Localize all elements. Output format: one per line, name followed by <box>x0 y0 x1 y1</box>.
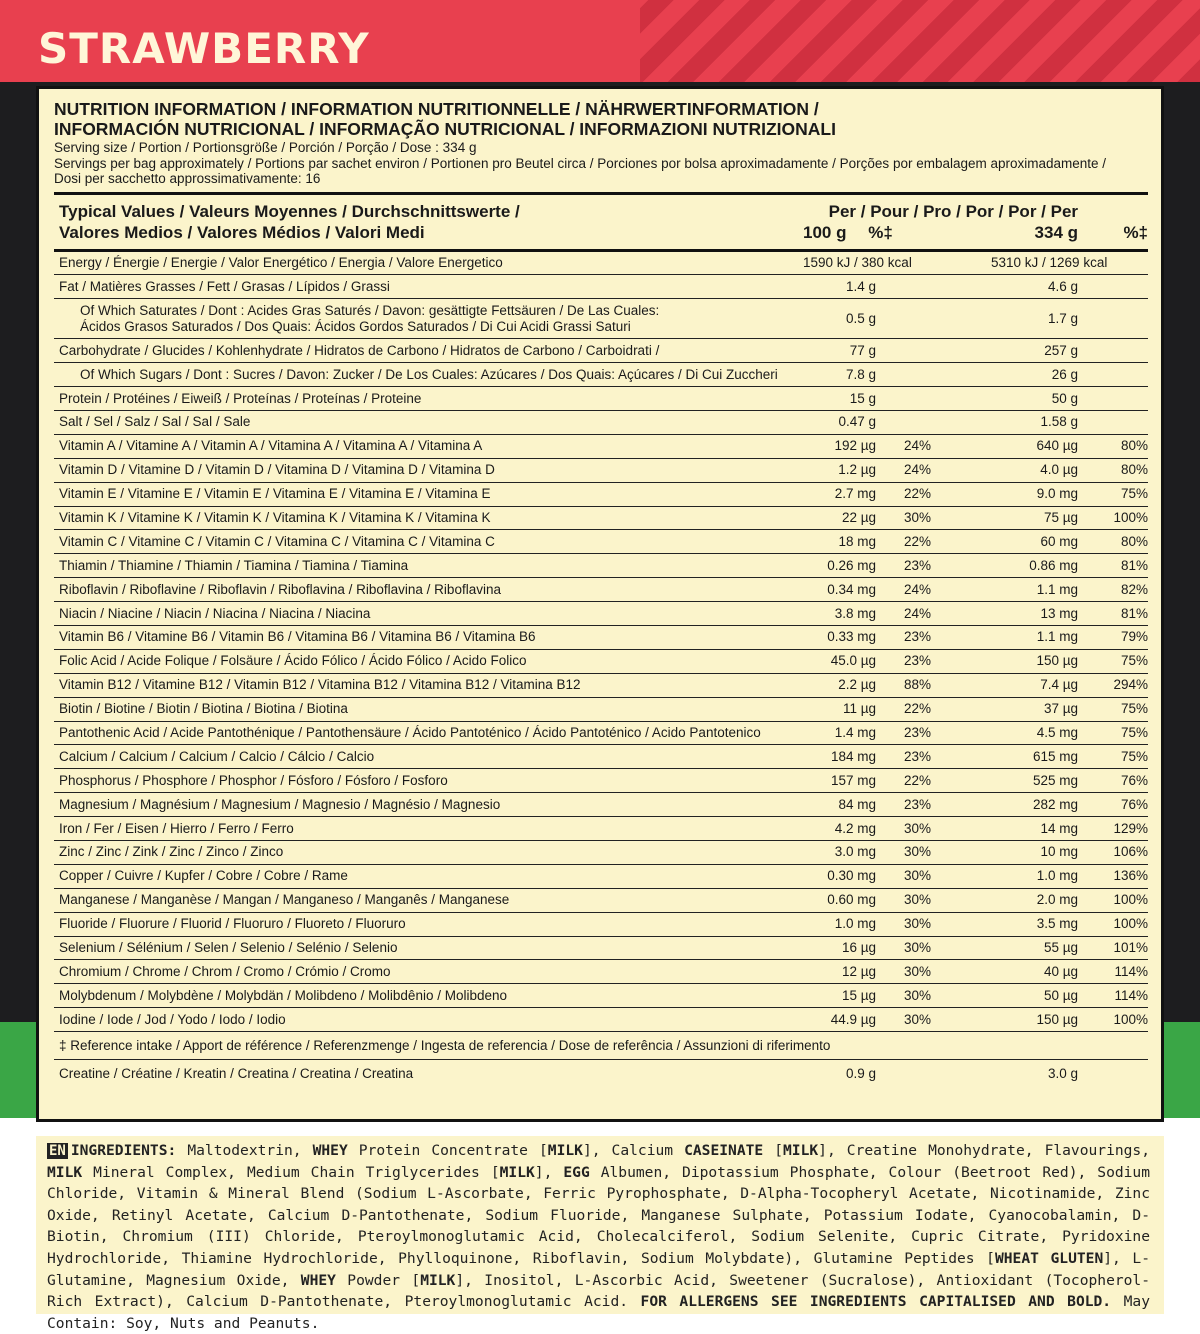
ri-pct-per-serving: 100% <box>1078 888 1148 912</box>
ri-pct-per-100g: 30% <box>876 984 986 1008</box>
value-per-serving: 1.1 mg <box>986 625 1078 649</box>
ri-pct-per-100g: 22% <box>876 530 986 554</box>
ri-pct-per-100g: 23% <box>876 625 986 649</box>
ri-pct-per-serving: 75% <box>1078 745 1148 769</box>
ri-pct-per-serving: 82% <box>1078 578 1148 602</box>
value-per-100g: 0.33 mg <box>798 625 876 649</box>
ri-pct-per-100g: 24% <box>876 578 986 602</box>
table-row <box>54 339 1148 363</box>
table-row <box>54 578 1148 602</box>
col-pct-100g: %‡ <box>868 222 893 242</box>
nutrient-label: Copper / Cuivre / Kupfer / Cobre / Cobre / Rame <box>54 864 798 888</box>
ri-pct-per-100g: 30% <box>876 888 986 912</box>
table-row <box>54 387 1148 411</box>
nutrient-label: Vitamin B6 / Vitamine B6 / Vitamin B6 / Vitamina B6 / Vitamina B6 / Vitamina B6 <box>54 625 798 649</box>
nutrient-label: Carbohydrate / Glucides / Kohlenhydrate / Hidratos de Carbono / Hidratos de Carbono / Carboidrati / <box>54 339 798 363</box>
table-row <box>54 363 1148 387</box>
ri-pct-per-serving: 114% <box>1078 984 1148 1008</box>
ri-pct-per-serving: 81% <box>1078 602 1148 626</box>
nutrient-label: Salt / Sel / Salz / Sal / Sal / Sale <box>54 410 798 434</box>
empty-cell <box>1078 1060 1148 1089</box>
value-per-100g: 157 mg <box>798 769 876 793</box>
table-row <box>54 769 1148 793</box>
value-per-serving: 13 mg <box>986 602 1078 626</box>
value-per-serving: 5310 kJ / 1269 kcal <box>986 250 1078 275</box>
ri-pct-per-serving: 75% <box>1078 649 1148 673</box>
value-per-serving: 75 µg <box>986 506 1078 530</box>
value-per-100g: 1.4 g <box>798 275 876 299</box>
servings-per-bag: Servings per bag approximately / Portions par sachet environ / Portionen pro Beutel circa / Porciones por bolsa aproximadamente / Porções por embalagem aproximadamente / <box>54 155 1107 171</box>
ri-pct-per-100g: 24% <box>876 458 986 482</box>
table-row <box>54 673 1148 697</box>
ingredient-text: ], L-Glutamine, Magnesium Oxide, <box>47 1249 1150 1289</box>
ri-pct-per-100g: 23% <box>876 554 986 578</box>
table-row <box>54 960 1148 984</box>
ri-pct-per-100g: 30% <box>876 506 986 530</box>
value-per-serving: 150 µg <box>986 649 1078 673</box>
ri-pct-per-serving: 101% <box>1078 936 1148 960</box>
value-per-serving: 7.4 µg <box>986 673 1078 697</box>
ri-pct-per-100g: 30% <box>876 912 986 936</box>
value-per-serving: 2.0 mg <box>986 888 1078 912</box>
value-per-100g: 0.9 g <box>845 1066 876 1082</box>
value-per-serving: 3.5 mg <box>986 912 1078 936</box>
servings-per-bag-it: Dosi per sacchetto approssimativamente: 16 <box>54 171 321 186</box>
table-row <box>54 864 1148 888</box>
serving-size: Serving size / Portion / Portionsgröße / Porción / Porção / Dose : 334 g <box>54 140 477 155</box>
allergen-text: FOR ALLERGENS SEE INGREDIENTS CAPITALISED AND BOLD. <box>640 1293 1112 1311</box>
allergen-text: MILK <box>47 1163 83 1181</box>
nutrient-label: Riboflavin / Riboflavine / Riboflavin / Riboflavina / Riboflavina / Riboflavina <box>54 578 798 602</box>
ri-pct-per-serving <box>1078 299 1148 339</box>
value-per-100g: 0.34 mg <box>798 578 876 602</box>
ri-pct-per-100g: 30% <box>876 1008 986 1032</box>
value-per-serving: 1.58 g <box>986 410 1078 434</box>
nutrient-label: Calcium / Calcium / Calcium / Calcio / Cálcio / Calcio <box>54 745 798 769</box>
ri-pct-per-100g: 24% <box>876 602 986 626</box>
value-per-100g: 22 µg <box>798 506 876 530</box>
table-row <box>54 888 1148 912</box>
language-badge: EN <box>49 1143 66 1159</box>
ingredient-text: ], Creatine Monohydrate, Flavourings, <box>818 1142 1151 1159</box>
table-row <box>54 554 1148 578</box>
value-per-100g: 45.0 µg <box>798 649 876 673</box>
allergen-text: WHEY <box>312 1142 348 1159</box>
nutrient-label: Iron / Fer / Eisen / Hierro / Ferro / Ferro <box>54 817 798 841</box>
value-per-100g: 192 µg <box>798 434 876 458</box>
ri-pct-per-serving: 129% <box>1078 817 1148 841</box>
ri-pct-per-serving: 75% <box>1078 697 1148 721</box>
ri-pct-per-serving: 100% <box>1078 506 1148 530</box>
ri-pct-per-100g: 23% <box>876 745 986 769</box>
col-334g: 334 g <box>1034 222 1079 242</box>
value-per-serving: 640 µg <box>986 434 1078 458</box>
nutrient-label <box>54 299 798 339</box>
nutrient-label: Vitamin E / Vitamine E / Vitamin E / Vitamina E / Vitamina E / Vitamina E <box>54 482 798 506</box>
value-per-serving: 525 mg <box>986 769 1078 793</box>
table-row <box>54 625 1148 649</box>
nutrient-label: Protein / Protéines / Eiweiß / Proteínas / Proteínas / Proteine <box>54 387 798 411</box>
value-per-100g: 18 mg <box>798 530 876 554</box>
nutrient-label: Chromium / Chrome / Chrom / Cromo / Crómio / Cromo <box>54 960 798 984</box>
nutrition-table <box>54 195 1148 1089</box>
ingredient-text: May Contain: Soy, Nuts and Peanuts. <box>47 1293 1150 1332</box>
ingredient-text: ], <box>534 1163 564 1181</box>
ri-pct-per-serving: 80% <box>1078 530 1148 554</box>
nutrient-label: Vitamin K / Vitamine K / Vitamin K / Vitamina K / Vitamina K / Vitamina K <box>54 506 798 530</box>
table-row <box>54 602 1148 626</box>
ri-pct-per-100g: 22% <box>876 482 986 506</box>
value-per-100g: 0.47 g <box>798 410 876 434</box>
nutrient-label-line: Of Which Saturates / Dont : Acides Gras Saturés / Davon: gesättigte Fettsäuren / De Las Cuales: <box>80 302 660 318</box>
ri-pct-per-100g: 22% <box>876 769 986 793</box>
ri-pct-per-100g <box>876 339 986 363</box>
value-per-100g: 4.2 mg <box>798 817 876 841</box>
ri-pct-per-serving: 80% <box>1078 434 1148 458</box>
ri-pct-per-100g: 23% <box>876 721 986 745</box>
table-row <box>54 936 1148 960</box>
value-per-100g: 2.2 µg <box>798 673 876 697</box>
ri-pct-per-100g: 30% <box>876 864 986 888</box>
diagonal-stripes <box>640 0 1200 82</box>
nutrient-label: Niacin / Niacine / Niacin / Niacina / Niacina / Niacina <box>54 602 798 626</box>
ri-pct-per-serving: 80% <box>1078 458 1148 482</box>
value-per-serving: 60 mg <box>986 530 1078 554</box>
value-per-100g: 0.26 mg <box>798 554 876 578</box>
typical-values-header: Typical Values / Valeurs Moyennes / Durchschnittswerte / Valores Medios / Valores Médios / Valori Medi <box>54 195 798 251</box>
table-row <box>54 912 1148 936</box>
nutrient-label: Folic Acid / Acide Folique / Folsäure / Ácido Fólico / Ácido Fólico / Acido Folico <box>54 649 798 673</box>
table-row <box>54 410 1148 434</box>
table-row <box>54 250 1148 275</box>
value-per-serving: 37 µg <box>986 697 1078 721</box>
ri-pct-per-100g <box>876 275 986 299</box>
value-per-100g: 2.7 mg <box>798 482 876 506</box>
ri-pct-per-100g <box>876 387 986 411</box>
creatine-row <box>54 1060 1148 1089</box>
ri-pct-per-serving: 106% <box>1078 840 1148 864</box>
value-per-serving: 1.7 g <box>986 299 1078 339</box>
value-per-100g: 11 µg <box>798 697 876 721</box>
value-per-serving: 150 µg <box>986 1008 1078 1032</box>
nutrient-label: Thiamin / Thiamine / Thiamin / Tiamina / Tiamina / Tiamina <box>54 554 798 578</box>
value-per-100g: 12 µg <box>798 960 876 984</box>
ri-pct-per-serving: 136% <box>1078 864 1148 888</box>
value-per-serving: 257 g <box>986 339 1078 363</box>
serving-info <box>54 140 1148 187</box>
ri-pct-per-100g: 23% <box>876 793 986 817</box>
reference-intake-footnote: ‡ Reference intake / Apport de référence / Referenzmenge / Ingesta de referencia / Dose de referência / Assunzioni di riferimento <box>54 1032 1148 1060</box>
per-header: Per / Pour / Pro / Por / Por / Per 100 g %‡ 334 g <box>798 195 1078 251</box>
table-row <box>54 697 1148 721</box>
ri-pct-per-100g: 23% <box>876 649 986 673</box>
nutrient-label-line: Ácidos Grasos Saturados / Dos Quais: Ácidos Gordos Saturados / Di Cui Acidi Grassi Saturi <box>80 318 631 334</box>
value-per-serving: 282 mg <box>986 793 1078 817</box>
value-per-100g: 0.60 mg <box>798 888 876 912</box>
nutrition-rows <box>54 250 1148 1088</box>
ri-pct-per-100g: 22% <box>876 697 986 721</box>
value-per-100g: 15 µg <box>798 984 876 1008</box>
ri-pct-per-100g <box>876 299 986 339</box>
table-row <box>54 840 1148 864</box>
ri-pct-per-serving: 79% <box>1078 625 1148 649</box>
nutrient-label: Vitamin B12 / Vitamine B12 / Vitamin B12 / Vitamina B12 / Vitamina B12 / Vitamina B12 <box>54 673 798 697</box>
footnote-row <box>54 1032 1148 1060</box>
allergen-text: MILK <box>420 1271 456 1289</box>
value-per-100g: 1.0 mg <box>798 912 876 936</box>
table-row <box>54 817 1148 841</box>
table-row <box>54 434 1148 458</box>
allergen-text: MILK <box>783 1142 819 1159</box>
nutrient-label: Fluoride / Fluorure / Fluorid / Fluoruro / Fluoreto / Fluoruro <box>54 912 798 936</box>
nutrient-label: Creatine / Créatine / Kreatin / Creatina / Creatina / Creatina <box>59 1066 414 1082</box>
nutrient-label: Biotin / Biotine / Biotin / Biotina / Biotina / Biotina <box>54 697 798 721</box>
value-per-serving: 40 µg <box>986 960 1078 984</box>
table-row <box>54 482 1148 506</box>
table-header-row <box>54 195 1148 251</box>
table-row <box>54 299 1148 339</box>
ingredient-text: ], Inositol, L-Ascorbic Acid, Sweetener (Sucralose), Antioxidant (Tocopherol-Rich Extract), Calcium D-Pantothenate, Pteroylmonoglutamic Acid. <box>47 1271 1151 1311</box>
ri-pct-per-serving: 294% <box>1078 673 1148 697</box>
table-row <box>54 530 1148 554</box>
value-per-100g: 15 g <box>798 387 876 411</box>
allergen-text: MILK <box>547 1142 583 1159</box>
ri-pct-per-serving <box>1078 339 1148 363</box>
ingredient-text: Albumen, Dipotassium Phosphate, Colour (Beetroot Red), Sodium Chloride, Vitamin & Mineral Blend (Sodium L-Ascorbate, Ferric Pyrophosphate, D-Alpha-Tocopheryl Acetate, Nicotinamide, Zinc Oxide, Retinyl Acetate, Calcium D-Pantothenate, Sodium Fluoride, Manganese Sulphate, Potassium Iodate, Cyanocobalamin, D-Biotin, Chromium (III) Chloride, Pteroylmonoglutamic Acid, Cholecalciferol, Sodium Selenite, Cupric Citrate, Pyridoxine Hydrochloride, Thiamine Hydrochloride, Phylloquinone, Riboflavin, Sodium Molybdate), Glutamine Peptides [ <box>47 1163 1151 1267</box>
ingredient-text: Powder [ <box>335 1271 421 1289</box>
ingredient-text: ], Calcium <box>582 1142 685 1159</box>
nutrient-label: Magnesium / Magnésium / Magnesium / Magnesio / Magnésio / Magnesio <box>54 793 798 817</box>
empty-cell <box>876 1060 986 1089</box>
table-row <box>54 984 1148 1008</box>
ingredients-heading: INGREDIENTS: <box>70 1142 177 1159</box>
value-per-100g: 3.0 mg <box>798 840 876 864</box>
ri-pct-per-serving: 114% <box>1078 960 1148 984</box>
ri-pct-per-serving: 76% <box>1078 793 1148 817</box>
value-per-100g: 0.5 g <box>798 299 876 339</box>
nutrient-label: Energy / Énergie / Energie / Valor Energético / Energia / Valore Energetico <box>54 250 798 275</box>
nutrition-heading: NUTRITION INFORMATION / INFORMATION NUTRITIONNELLE / NÄHRWERTINFORMATION / INFORMACIÓN NUTRICIONAL / INFORMAÇÃO NUTRICIONAL / INFORMAZIONI NUTRIZIONALI <box>54 99 836 139</box>
table-row <box>54 793 1148 817</box>
ingredients-text <box>47 1142 1150 1332</box>
value-per-serving: 50 µg <box>986 984 1078 1008</box>
ri-pct-per-serving: 100% <box>1078 912 1148 936</box>
value-per-100g: 1.2 µg <box>798 458 876 482</box>
nutrient-label: Of Which Sugars / Dont : Sucres / Davon: Zucker / De Los Cuales: Azúcares / Dos Quais: Açúcares / Di Cui Zuccheri <box>54 363 798 387</box>
value-per-serving: 1.1 mg <box>986 578 1078 602</box>
ingredient-text: Mineral Complex, Medium Chain Triglycerides [ <box>82 1163 500 1181</box>
ri-pct-per-serving <box>1078 275 1148 299</box>
ri-pct-per-serving: 75% <box>1078 482 1148 506</box>
value-per-100g: 44.9 µg <box>798 1008 876 1032</box>
nutrient-label: Vitamin A / Vitamine A / Vitamin A / Vitamina A / Vitamina A / Vitamina A <box>54 434 798 458</box>
ri-pct-per-100g: 30% <box>876 840 986 864</box>
nutrition-panel <box>36 86 1164 1122</box>
ri-pct-per-100g <box>876 363 986 387</box>
ingredients-block <box>36 1136 1164 1332</box>
value-per-serving: 4.5 mg <box>986 721 1078 745</box>
nutrient-label: Phosphorus / Phosphore / Phosphor / Fósforo / Fósforo / Fosforo <box>54 769 798 793</box>
col-pct-334g: %‡ <box>1078 195 1148 251</box>
flavour-title: STRAWBERRY <box>38 24 370 73</box>
ri-pct-per-100g: 30% <box>876 960 986 984</box>
value-per-serving: 4.6 g <box>986 275 1078 299</box>
ri-pct-per-100g: 30% <box>876 936 986 960</box>
ri-pct-per-serving: 100% <box>1078 1008 1148 1032</box>
table-row <box>54 506 1148 530</box>
nutrient-label: Vitamin D / Vitamine D / Vitamin D / Vitamina D / Vitamina D / Vitamina D <box>54 458 798 482</box>
allergen-text: MILK <box>499 1163 535 1181</box>
allergen-text: WHEY <box>300 1271 336 1289</box>
value-per-100g: 184 mg <box>798 745 876 769</box>
ingredient-text: Protein Concentrate [ <box>347 1142 548 1159</box>
ri-pct-per-serving: 75% <box>1078 721 1148 745</box>
allergen-text: WHEAT GLUTEN <box>994 1249 1104 1267</box>
value-per-serving: 14 mg <box>986 817 1078 841</box>
value-per-serving: 3.0 g <box>1047 1066 1079 1082</box>
ri-pct-per-serving <box>1078 363 1148 387</box>
value-per-100g: 1.4 mg <box>798 721 876 745</box>
table-row <box>54 1008 1148 1032</box>
table-row <box>54 745 1148 769</box>
nutrient-label: Molybdenum / Molybdène / Molybdän / Molibdeno / Molibdênio / Molibdeno <box>54 984 798 1008</box>
value-per-100g: 3.8 mg <box>798 602 876 626</box>
table-row <box>54 275 1148 299</box>
value-per-serving: 50 g <box>986 387 1078 411</box>
value-per-100g: 77 g <box>798 339 876 363</box>
ri-pct-per-serving: 76% <box>1078 769 1148 793</box>
ri-pct-per-100g: 30% <box>876 817 986 841</box>
ri-pct-per-serving <box>1078 410 1148 434</box>
value-per-100g: 16 µg <box>798 936 876 960</box>
allergen-text: CASEINATE <box>684 1142 764 1159</box>
table-row <box>54 649 1148 673</box>
value-per-serving: 1.0 mg <box>986 864 1078 888</box>
ri-pct-per-100g <box>876 410 986 434</box>
value-per-serving: 10 mg <box>986 840 1078 864</box>
value-per-serving: 0.86 mg <box>986 554 1078 578</box>
table-row <box>54 458 1148 482</box>
nutrient-label: Selenium / Sélénium / Selen / Selenio / Selénio / Selenio <box>54 936 798 960</box>
value-per-100g: 7.8 g <box>798 363 876 387</box>
value-per-100g: 1590 kJ / 380 kcal <box>798 250 876 275</box>
nutrient-label: Manganese / Manganèse / Mangan / Manganeso / Manganês / Manganese <box>54 888 798 912</box>
table-row <box>54 721 1148 745</box>
ri-pct-per-100g: 24% <box>876 434 986 458</box>
ri-pct-per-serving: 81% <box>1078 554 1148 578</box>
value-per-serving: 26 g <box>986 363 1078 387</box>
value-per-100g: 0.30 mg <box>798 864 876 888</box>
ri-pct-per-100g: 88% <box>876 673 986 697</box>
value-per-serving: 9.0 mg <box>986 482 1078 506</box>
value-per-100g: 84 mg <box>798 793 876 817</box>
nutrient-label: Pantothenic Acid / Acide Pantothénique / Pantothensäure / Ácido Pantoténico / Ácido Pantoténico / Acido Pantotenico <box>54 721 798 745</box>
nutrient-label: Vitamin C / Vitamine C / Vitamin C / Vitamina C / Vitamina C / Vitamina C <box>54 530 798 554</box>
col-100g: 100 g <box>803 222 847 242</box>
nutrient-label: Iodine / Iode / Jod / Yodo / Iodo / Iodio <box>54 1008 798 1032</box>
ingredient-text: Maltodextrin, <box>176 1142 313 1159</box>
ri-pct-per-serving <box>1078 387 1148 411</box>
value-per-serving: 4.0 µg <box>986 458 1078 482</box>
nutrient-label: Fat / Matières Grasses / Fett / Grasas / Lípidos / Grassi <box>54 275 798 299</box>
value-per-serving: 615 mg <box>986 745 1078 769</box>
value-per-serving: 55 µg <box>986 936 1078 960</box>
nutrient-label: Zinc / Zinc / Zink / Zinc / Zinco / Zinco <box>54 840 798 864</box>
ingredient-text: [ <box>763 1142 784 1159</box>
allergen-text: EGG <box>563 1163 590 1181</box>
